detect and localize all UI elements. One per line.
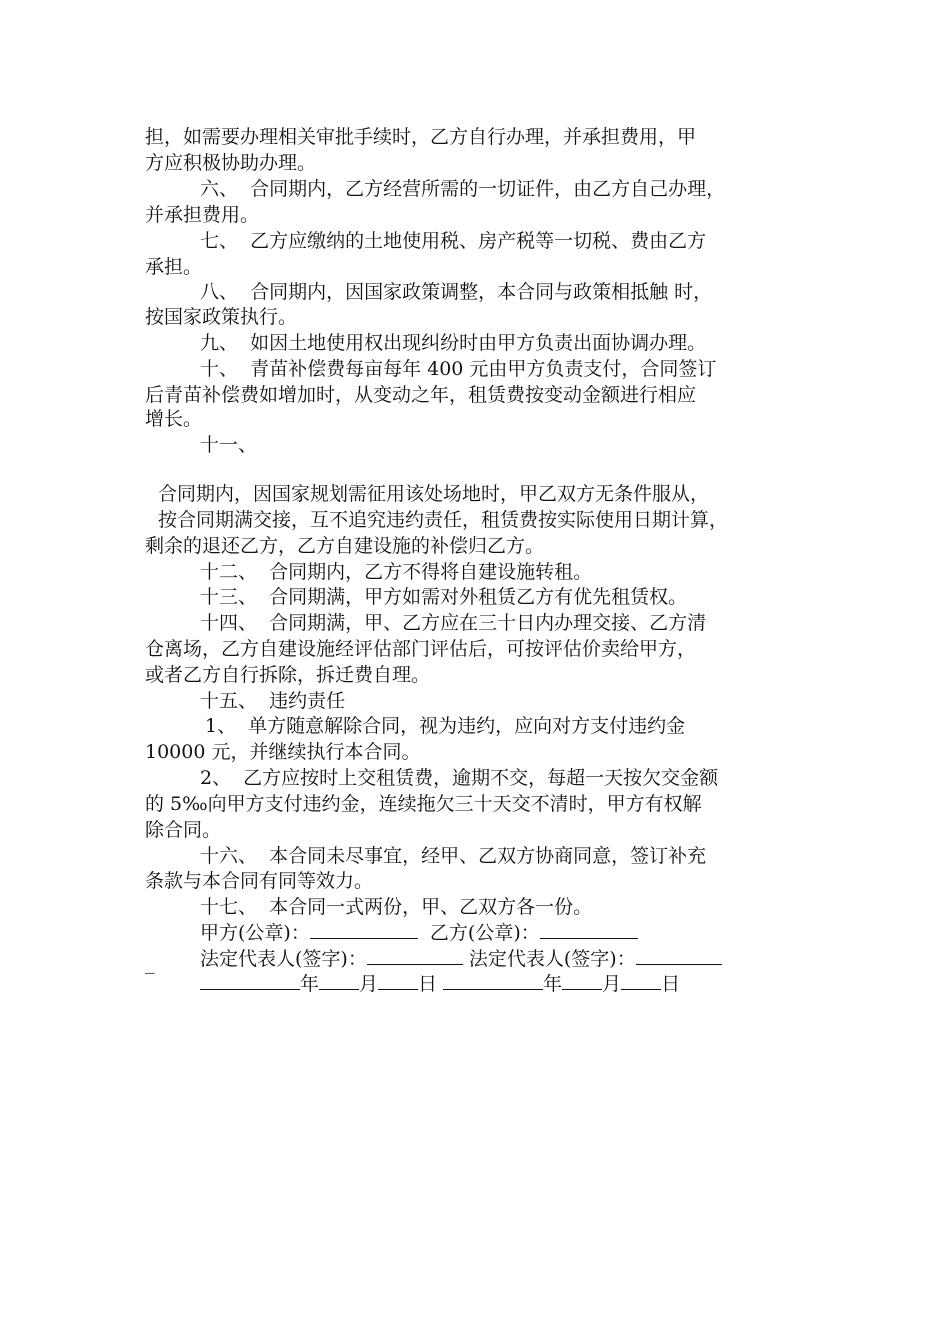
clause-7-line: 承担。 bbox=[145, 256, 203, 278]
date-a-month-blank bbox=[319, 971, 359, 990]
clause-6-line: 六、 合同期内，乙方经营所需的一切证件，由乙方自己办理， bbox=[200, 178, 726, 200]
clause-11-line: 按合同期满交接，互不追究违约责任，租赁费按实际使用日期计算， bbox=[158, 509, 729, 531]
clause-16-line: 条款与本合同有同等效力。 bbox=[145, 870, 374, 892]
clause-13-line: 十三、 合同期满，甲方如需对外租赁乙方有优先租赁权。 bbox=[200, 586, 688, 608]
clause-9-line: 九、 如因土地使用权出现纠纷时由甲方负责出面协调办理。 bbox=[200, 332, 707, 354]
date-a-month: 月 bbox=[359, 973, 379, 995]
legal-rep-a-label: 法定代表人(签字)： bbox=[200, 948, 367, 970]
clause-15-item-1-line: 10000 元，并继续执行本合同。 bbox=[145, 741, 421, 763]
date-b-day: 日 bbox=[661, 973, 681, 995]
date-a-year-blank bbox=[200, 971, 300, 990]
date-a-day: 日 bbox=[418, 973, 438, 995]
clause-11-heading: 十一、 bbox=[200, 434, 258, 456]
clause-15-item-2-line: 2、 乙方应按时上交租赁费，逾期不交，每超一天按欠交金额 bbox=[200, 767, 719, 789]
legal-rep-b-blank bbox=[636, 946, 722, 965]
party-a-seal-label: 甲方(公章)： bbox=[200, 922, 310, 944]
clause-14-line: 或者乙方自行拆除，拆迁费自理。 bbox=[145, 664, 431, 686]
clause-16-line: 十六、 本合同未尽事宜，经甲、乙双方协商同意，签订补充 bbox=[200, 845, 707, 867]
clause-8-line: 八、 合同期内，因国家政策调整，本合同与政策相抵触 时， bbox=[200, 281, 713, 303]
legal-rep-a-blank bbox=[367, 946, 463, 965]
overflow-mark: _ bbox=[145, 952, 155, 974]
party-a-seal-blank bbox=[310, 920, 418, 939]
legal-rep-row bbox=[200, 946, 722, 972]
party-b-seal-label: 乙方(公章)： bbox=[429, 922, 540, 944]
paragraph-line: 方应积极协助办理。 bbox=[145, 152, 317, 174]
clause-14-line: 十四、 合同期满，甲、乙方应在三十日内办理交接、乙方清 bbox=[200, 612, 707, 634]
date-a-year: 年 bbox=[300, 973, 320, 995]
seal-row bbox=[200, 920, 638, 946]
clause-11-line: 剩余的退还乙方，乙方自建设施的补偿归乙方。 bbox=[145, 535, 545, 557]
date-b-year-blank bbox=[443, 971, 543, 990]
date-b-month-blank bbox=[562, 971, 602, 990]
legal-rep-b-label: 法定代表人(签字)： bbox=[468, 948, 636, 970]
clause-6-line: 并承担费用。 bbox=[145, 204, 260, 226]
paragraph-line: 担，如需要办理相关审批手续时，乙方自行办理，并承担费用，甲 bbox=[145, 126, 697, 148]
clause-15-item-2-line: 除合同。 bbox=[145, 819, 222, 841]
party-b-seal-blank bbox=[540, 920, 638, 939]
clause-14-line: 仓离场，乙方自建设施经评估部门评估后，可按评估价卖给甲方， bbox=[145, 638, 697, 660]
clause-15-item-1-line: 1、 单方随意解除合同，视为违约，应向对方支付违约金 bbox=[205, 715, 686, 737]
clause-10-line: 十、 青苗补偿费每亩每年 400 元由甲方负责支付，合同签订 bbox=[200, 358, 717, 380]
date-b-year: 年 bbox=[543, 973, 563, 995]
clause-7-line: 七、 乙方应缴纳的土地使用税、房产税等一切税、费由乙方 bbox=[200, 230, 707, 252]
date-b-month: 月 bbox=[602, 973, 622, 995]
date-b-day-blank bbox=[621, 971, 661, 990]
clause-17-line: 十七、 本合同一式两份，甲、乙双方各一份。 bbox=[200, 896, 593, 918]
date-row bbox=[200, 971, 680, 997]
clause-11-line: 合同期内，因国家规划需征用该处场地时，甲乙双方无条件服从， bbox=[158, 483, 710, 505]
clause-10-line: 后青苗补偿费如增加时，从变动之年，租赁费按变动金额进行相应 bbox=[145, 384, 697, 406]
date-a-day-blank bbox=[378, 971, 418, 990]
clause-8-line: 按国家政策执行。 bbox=[145, 306, 298, 328]
clause-15-item-2-line: 的 5‰向甲方支付违约金，连续拖欠三十天交不清时，甲方有权解 bbox=[145, 793, 702, 815]
clause-10-line: 增长。 bbox=[145, 408, 203, 430]
clause-12-line: 十二、 合同期内，乙方不得将自建设施转租。 bbox=[200, 561, 593, 583]
clause-15-heading: 十五、 违约责任 bbox=[200, 690, 346, 712]
